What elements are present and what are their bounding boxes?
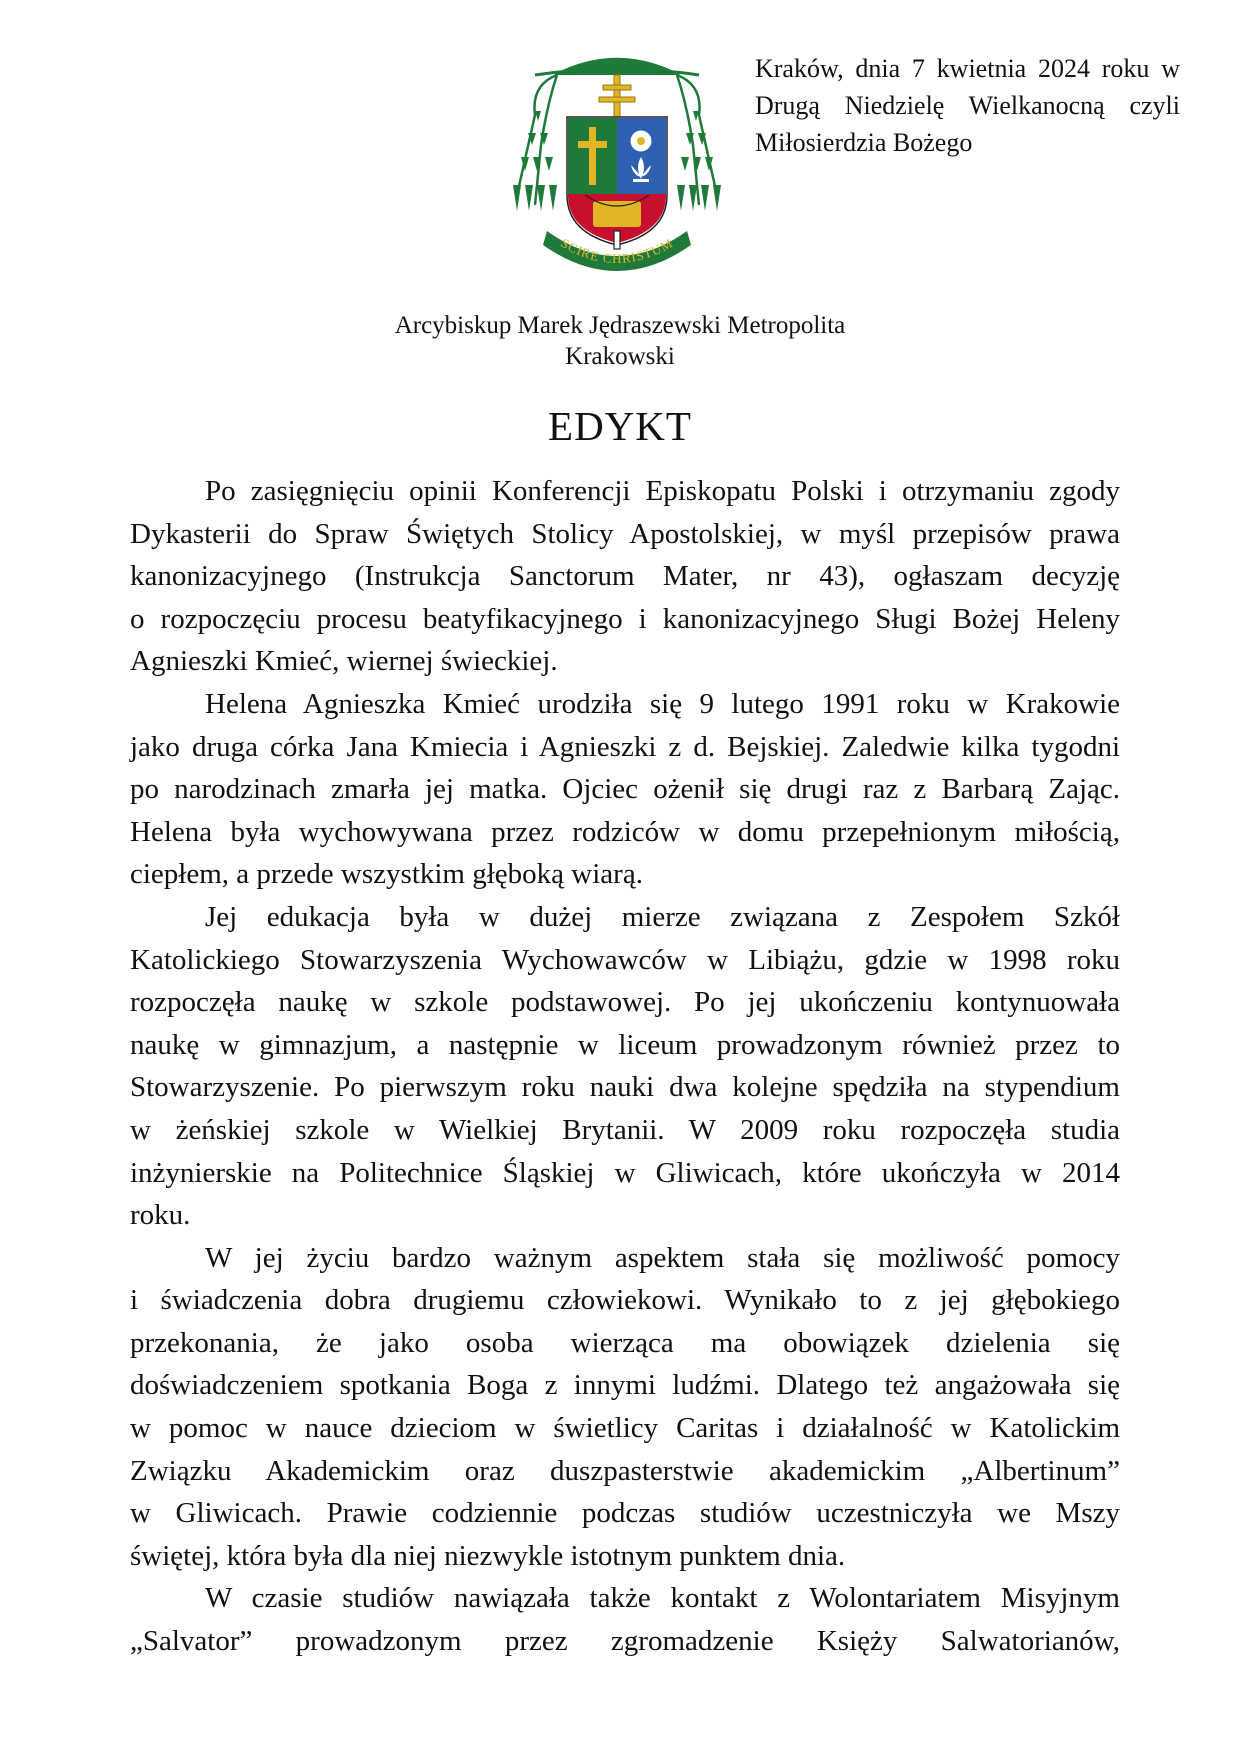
text-line: kanonizacyjnego (Instrukcja Sanctorum Mater, nr 43), ogłaszam decyzję <box>130 560 1120 593</box>
text-line: świętej, która była dla niej niezwykle istotnym punktem dnia. <box>130 1539 846 1572</box>
text-line: naukę w gimnazjum, a następnie w liceum prowadzonym również przez to <box>130 1028 1120 1061</box>
text-line: Helena Agnieszka Kmieć urodziła się 9 lutego 1991 roku w Krakowie <box>205 687 1120 720</box>
text-line: i świadczenia dobra drugiemu człowiekowi. Wynikało to z jej głębokiego <box>130 1284 1120 1317</box>
dateline-line: Drugą Niedzielę Wielkanocną czyli <box>755 91 1180 120</box>
text-line: W jej życiu bardzo ważnym aspektem stała się możliwość pomocy <box>205 1241 1120 1274</box>
text-line: roku. <box>130 1199 191 1232</box>
text-line: W czasie studiów nawiązała także kontakt z Wolontariatem Misyjnym <box>205 1582 1120 1615</box>
text-line: Dykasterii do Spraw Świętych Stolicy Apostolskiej, w myśl przepisów prawa <box>130 517 1120 550</box>
paragraph <box>130 896 1120 1237</box>
text-line: ciepłem, a przede wszystkim głęboką wiarą. <box>130 858 643 891</box>
dateline-line: Kraków, dnia 7 kwietnia 2024 roku w <box>755 54 1180 83</box>
paragraph <box>130 1237 1120 1578</box>
document-body <box>130 470 1120 1663</box>
dateline-line: Miłosierdzia Bożego <box>755 128 973 157</box>
issuer-line: Arcybiskup Marek Jędraszewski Metropolita <box>394 312 846 339</box>
text-line: doświadczeniem spotkania Boga z innymi ludźmi. Dlatego też angażowała się <box>130 1369 1120 1402</box>
text-line: Stowarzyszenie. Po pierwszym roku nauki dwa kolejne spędziła na stypendium <box>130 1071 1120 1104</box>
paragraph <box>130 1577 1120 1662</box>
text-line: Związku Akademickim oraz duszpasterstwie akademickim „Albertinum” <box>130 1454 1120 1487</box>
text-line: Agnieszki Kmieć, wiernej świeckiej. <box>130 645 558 678</box>
text-line: inżynierskie na Politechnice Śląskiej w Gliwicach, które ukończyła w 2014 <box>130 1156 1120 1189</box>
text-line: rozpoczęła naukę w szkole podstawowej. Po jej ukończeniu kontynuowała <box>130 986 1120 1019</box>
text-line: Jej edukacja była w dużej mierze związana z Zespołem Szkół <box>205 900 1120 933</box>
issuer <box>320 310 920 372</box>
document-title: EDYKT <box>548 403 692 449</box>
text-line: w żeńskiej szkole w Wielkiej Brytanii. W 2009 roku rozpoczęła studia <box>130 1113 1120 1146</box>
lion-icon <box>593 201 641 227</box>
text-line: Helena była wychowywana przez rodziców w domu przepełnionym miłością, <box>130 815 1120 848</box>
rose-icon <box>631 131 651 151</box>
text-line: „Salvator” prowadzonym przez zgromadzenie Księży Salwatorianów, <box>130 1625 1120 1658</box>
text-line: o rozpoczęciu procesu beatyfikacyjnego i kanonizacyjnego Sługi Bożej Heleny <box>130 602 1120 635</box>
motto-text: SCIRE CHRISTUM <box>558 235 676 267</box>
text-line: przekonania, że jako osoba wierząca ma obowiązek dzielenia się <box>130 1326 1120 1359</box>
text-line: Po zasięgnięciu opinii Konferencji Episkopatu Polski i otrzymaniu zgody <box>205 475 1120 507</box>
dateline <box>755 50 1180 161</box>
issuer-line: Krakowski <box>565 343 675 370</box>
text-line: w Gliwicach. Prawie codziennie podczas studiów uczestniczyła we Mszy <box>130 1497 1120 1530</box>
archbishop-coat-of-arms <box>495 45 740 300</box>
text-line: jako druga córka Jana Kmiecia i Agnieszki z d. Bejskiej. Zaledwie kilka tygodni <box>130 730 1120 763</box>
text-line: po narodzinach zmarła jej matka. Ojciec ożenił się drugi raz z Barbarą Zając. <box>130 773 1120 806</box>
text-line: Katolickiego Stowarzyszenia Wychowawców w Libiążu, gdzie w 1998 roku <box>130 943 1120 976</box>
text-line: w pomoc w nauce dzieciom w świetlicy Caritas i działalność w Katolickim <box>130 1412 1120 1445</box>
heraldic-shield <box>567 117 667 245</box>
paragraph <box>130 470 1120 683</box>
paragraph <box>130 683 1120 896</box>
